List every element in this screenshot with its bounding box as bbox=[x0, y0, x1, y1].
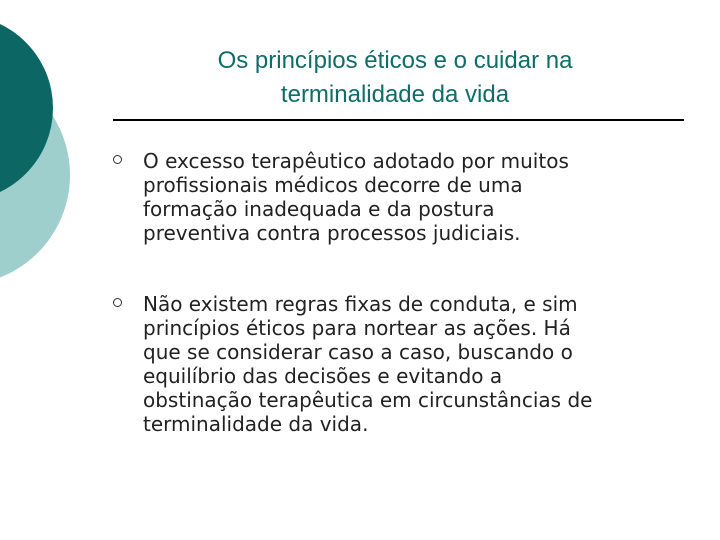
bullet-2-line-2: princípios éticos para nortear as ações. Há bbox=[143, 316, 571, 340]
slide-title-line-1: Os princípios éticos e o cuidar na bbox=[217, 47, 573, 74]
slide-title-line-2: terminalidade da vida bbox=[280, 81, 510, 108]
hollow-circle-bullet-icon bbox=[113, 155, 122, 164]
bullet-1-line-2: profissionais médicos decorre de uma bbox=[143, 173, 523, 197]
bullet-1-line-1: O excesso terapêutico adotado por muitos bbox=[143, 149, 569, 173]
title-divider bbox=[113, 119, 684, 121]
bullet-text-2 bbox=[143, 292, 693, 436]
bullet-2-line-4: equilíbrio das decisões e evitando a bbox=[143, 364, 503, 388]
bullet-1-line-4: preventiva contra processos judiciais. bbox=[143, 221, 521, 245]
hollow-circle-bullet-icon bbox=[113, 298, 122, 307]
bullet-2-line-1: Não existem regras fixas de conduta, e sim bbox=[143, 292, 578, 316]
bullet-2-line-3: que se considerar caso a caso, buscando o bbox=[143, 340, 573, 364]
bullet-2-line-6: terminalidade da vida. bbox=[143, 412, 369, 436]
bullet-1-line-3: formação inadequada e da postura bbox=[143, 197, 495, 221]
slide-title bbox=[150, 44, 640, 112]
bullet-2-line-5: obstinação terapêutica em circunstâncias de bbox=[143, 388, 593, 412]
decorative-circles bbox=[0, 0, 110, 300]
bullet-text-1 bbox=[143, 149, 693, 245]
